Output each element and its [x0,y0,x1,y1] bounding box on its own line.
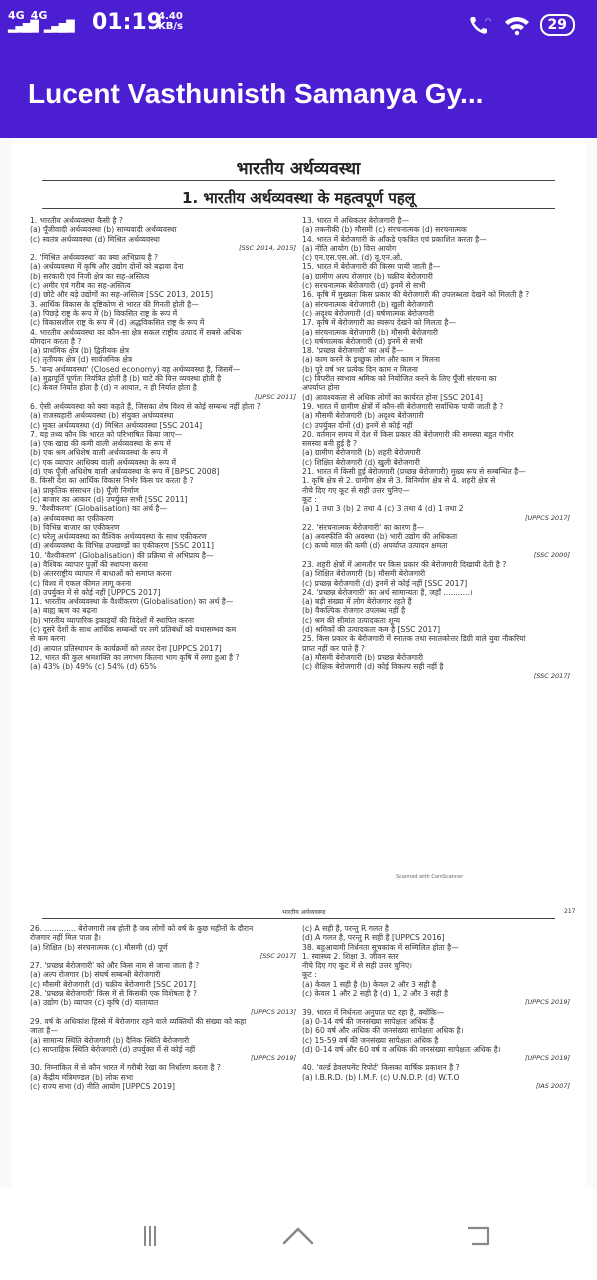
text-line: (c) घर्षणात्मक बेरोजगारी (d) इनमें से सभी [302,336,423,346]
text-line: [IAS 2007] [535,1082,570,1091]
battery-indicator: 29 [540,14,575,36]
text-line: (c) 15-59 वर्ष की जनसंख्या सापेक्षतः अधिक है [302,1035,439,1045]
text-line: (a) 43% (b) 49% (c) 54% (d) 65% [30,662,157,672]
text-line: (c) उपर्युक्त दोनों (d) इनमें से कोई नहीं [302,420,413,430]
text-line: [UPPCS 2017] [524,513,570,522]
text-line: 40. 'वर्ल्ड डेवलपमेंट रिपोर्ट' किसका वार्षिक प्रकाशन है ? [302,1063,460,1073]
text-line: 38. बहुआयामी निर्धनता सूचकांक में सम्मिलित होता है— [302,942,459,952]
recents-button[interactable] [130,1216,170,1256]
page1-right-column [302,216,570,681]
document-page[interactable] [12,138,585,1188]
text-line: (a) संरचनात्मक बेरोजगारी (b) मौसमी बेरोजगारी [302,327,439,337]
text-line: नीचे दिए गए कूट में से सही उत्तर चुनिए। [302,961,413,971]
text-line: (a) नीति आयोग (b) वित्त आयोग [302,243,397,253]
home-icon [281,1225,315,1247]
text-line: (c) दूसरे देशों के साथ आर्थिक सम्बन्धों पर लगे प्रतिबंधों को यथासम्भव कम [30,625,237,635]
text-line: (a) बड़ी संख्या में लोग बेरोजगार रहते हैं [302,597,412,607]
status-bar [0,0,597,56]
text-line: 9. 'वैश्वीकरण' (Globalisation) का अर्थ है— [30,504,168,514]
text-line: (b) 60 वर्ष और अधिक की जनसंख्या सापेक्षतः अधिक है। [302,1026,464,1036]
text-line: 4. भारतीय अर्थव्यवस्था का कौन-सा क्षेत्र सकल राष्ट्रीय उत्पाद में सबसे अधिक [30,327,242,337]
watermark: Scanned with CamScanner [396,874,464,880]
text-line: [SSC 2017] [259,951,296,960]
text-line: (c) घरेलू अर्थव्यवस्था का वैश्विक अर्थव्यवस्था के साथ एकीकरण [30,532,207,542]
text-line: 21. भारत में किसी हुई बेरोजगारी (प्रच्छन्न बेरोजगारी) मुख्य रूप से सम्बन्धित है— [302,467,526,477]
network-1-label: 4G [8,9,25,22]
text-line: (a) प्राकृतिक संसाधन (b) पूँजी निर्माण [30,485,139,495]
clock: 01:19 [92,10,163,35]
text-line: (b) वैकल्पिक रोजगार उपलब्ध नहीं है [302,606,406,616]
page-number: 217 [564,908,576,915]
text-line: नीचे दिए गए कूट से सही उत्तर चुनिए— [302,485,410,495]
text-line: प्राप्त नहीं कर पाते हैं ? [302,643,365,653]
text-line: 17. कृषि में बेरोजगारी का स्वरूप देखने को मिलता है— [302,318,456,328]
text-line: 28. 'प्रच्छन्न बेरोजगारी' किस में से किसकी एक विशेषता है ? [30,989,197,999]
text-line: 16. कृषि में मुख्यतः किस प्रकार की बेरोजगारी की उपलब्धता देखने को मिलती है ? [302,290,530,300]
text-line: 1. स्वास्थ्य 2. शिक्षा 3. जीवन स्तर [302,951,399,961]
text-line: 10. 'वैश्वीकरण' (Globalisation) की प्रक्रिया से अभिप्राय है— [30,550,214,560]
text-line: (a) काम करने के इच्छुक लोग और काम न मिलना [302,355,440,365]
text-line: [SSC 2000] [533,550,570,559]
text-line: (a) अर्थव्यवस्था का एकीकरण [30,513,114,523]
text-line: (a) बाह्य ऋण का बढ़ना [30,606,98,616]
text-line: (a) 1 तथा 3 (b) 2 तथा 4 (c) 3 तथा 4 (d) 1 तथा 2 [302,504,464,514]
text-line: (c) कच्चे माल की कमी (d) अपर्याप्त उत्पादन क्षमता [302,541,448,551]
text-line: (a) ग्रामीण बेरोजगारी (b) शहरी बेरोजगारी [302,448,421,458]
back-icon [464,1224,492,1248]
text-line: (a) अल्प रोजगार (b) संघर्ष सम्बन्धी बेरोजगारी [30,970,161,980]
text-line: (a) सामान्य स्थिति बेरोजगारी (b) दैनिक स्थिति बेरोजगारी [30,1035,190,1045]
network-speed [158,12,183,32]
text-line: (c) एक व्यापार आधिक्य वाली अर्थव्यवस्था के रूप में [30,457,177,467]
svg-text:◠: ◠ [484,17,491,25]
call-wifi-icon [468,14,494,36]
signal-bars-icon: ▂▄▆█ [8,20,38,33]
text-line: 29. वर्ष के अधिकांश हिस्से में बेरोजगार रहने वाले व्यक्तियों की संख्या को कहा [30,1016,247,1026]
text-line: 1. भारतीय अर्थव्यवस्था कैसी है ? [30,216,123,225]
text-line: (c) मुक्त अर्थव्यवस्था (d) मिश्रित अर्थव्यवस्था [SSC 2014] [30,420,203,430]
text-line: 15. भारत में बेरोजगारी की किस्म पायी जाती है— [302,262,441,272]
text-line: 25. किस प्रकार के बेरोजगारी में स्नातक तथा स्नातकोत्तर डिग्री वाले युवा नौकरियां [302,634,526,644]
text-line: (b) सरकारी एवं निजी क्षेत्र का सह-अस्तित्व [30,271,150,281]
text-line: 23. शहरी क्षेत्रों में आमतौर पर किस प्रकार की बेरोजगारी दिखायी देती है ? [302,559,507,569]
page1-left-column [30,216,296,672]
text-line: (b) विभिन्न बाजार का एकीकरण [30,522,120,532]
text-line: (c) बाजार का आकार (d) उपर्युक्त सभी [SSC 2011] [30,494,188,504]
text-line: योगदान करता है ? [30,336,82,346]
text-line: (c) शिक्षित बेरोजगारी (d) खुली बेरोजगारी [302,457,420,467]
running-head: भारतीय अर्थव्यवस्था [282,909,326,916]
text-line: (a) 0-14 वर्ष की जनसंख्या सापेक्षतः अधिक है [302,1016,434,1026]
text-line: (c) प्रच्छन्न बेरोजगारी (d) इनमें से कोई नहीं [SSC 2017] [302,578,468,588]
wifi-icon [504,14,530,36]
text-line: जाता है— [30,1026,58,1036]
text-line: [UPPCS 2019] [524,1054,570,1063]
text-line: कूट : [302,494,317,504]
page2-left-column [30,924,296,1091]
text-line: (a) अवस्फीति की अवस्था (b) भारी उद्योग की अधिकता [302,532,458,542]
text-line: (c) श्रम की सीमांत उत्पादकता शून्य [302,615,401,625]
text-line: (c) केवल 1 और 2 सही है (d) 1, 2 और 3 सही है [302,989,449,999]
text-line: 2. 'मिश्रित अर्थव्यवस्था' का क्या अभिप्राय है ? [30,253,159,263]
text-line: (c) स्वतंत्र अर्थव्यवस्था (d) मिश्रित अर्थव्यवस्था [30,234,160,244]
text-line: (a) प्राथमिक क्षेत्र (b) द्वितीयक क्षेत्र [30,346,130,356]
text-line: (c) शैक्षिक बेरोजगारी (d) कोई विकल्प सही नहीं है [302,662,444,672]
text-line: 39. भारत में निर्धनता अनुपात घट रहा है, क्योंकि— [302,1007,445,1017]
text-line: (c) साप्ताहिक स्थिति बेरोजगारी (d) उपर्युक्त में से कोई नहीं [30,1044,196,1054]
text-line: 5. 'बन्द अर्थव्यवस्था' (Closed economy) वह अर्थव्यवस्था है, जिसमें— [30,364,241,374]
text-line: (d) आयात प्रतिस्थापन के कार्यक्रमों को तत्पर देना [UPPCS 2017] [30,643,222,653]
text-line: कूट : [302,970,317,980]
text-line: (a) मौसमी बेरोजगारी (b) प्रच्छन्न बेरोजगारी [302,652,424,662]
text-line: से कम करना [30,634,66,644]
text-line: 11. भारतीय अर्थव्यवस्था के वैश्वीकरण (Globalisation) का अर्थ है— [30,597,234,607]
text-line: 13. भारत में अधिकतर बेरोजगारी है— [302,216,410,225]
text-line: (d) श्रमिकों की उत्पादकता कम है [SSC 2017] [302,625,441,635]
text-line: (d) अर्थव्यवस्था के विभिन्न उपखण्डों का एकीकरण [SSC 2011] [30,541,214,551]
network-indicator [8,10,80,32]
text-line: (a) मौसमी बेरोजगारी (b) अदृश्य बेरोजगारी [302,411,424,421]
text-line: (c) एन.एस.एस.ओ. (d) यू.एन.ओ. [302,253,403,263]
text-line: 8. किसी देश का आर्थिक विकास निर्भर किस पर करता है ? [30,476,194,486]
navigation-bar [0,1188,597,1280]
text-line: 30. निम्नांकित में से कौन भारत में गरीबी रेखा का निर्धारण करता है ? [30,1063,221,1073]
text-line: 12. भारत की कुल श्रमशक्ति का लगभग कितना भाग कृषि में लगा हुआ है ? [30,652,240,662]
text-line: (d) उपर्युक्त में से कोई नहीं [UPPCS 2017] [30,587,161,597]
text-line: (c) अदृश्य बेरोजगारी (d) घर्षणात्मक बेरोजगारी [302,308,434,318]
text-line: [UPPCS 2019] [524,998,570,1007]
text-line: (a) एक खाद्य की कमी वाली अर्थव्यवस्था के रूप में [30,439,171,449]
section-rule [42,208,555,209]
text-line: (b) अंतरराष्ट्रीय व्यापार में बाधाओं को समाप्त करना [30,569,172,579]
text-line: (a) शिक्षित बेरोजगारी (b) मौसमी बेरोजगारी [302,569,426,579]
home-button[interactable] [278,1216,318,1256]
text-line: (c) विपरीत स्वभाव श्रमिक को नियोजित करने के लिए पूँजी संरचना का [302,374,497,384]
text-line: 1. कृषि क्षेत्र से 2. ग्रामीण क्षेत्र से 3. विनिर्माण क्षेत्र से 4. शहरी क्षेत्र से [302,476,496,486]
app-title: Lucent Vasthunisth Samanya Gy... [28,78,484,109]
text-line: 24. 'प्रच्छन्न बेरोजगारी' का अर्थ सामान्यतः है, जहाँ ...........। [302,587,473,597]
text-line: समस्या बनी हुई है ? [302,439,357,449]
text-line: (a) पिछड़े राष्ट्र के रूप में (b) विकसित राष्ट्र के रूप में [30,308,178,318]
text-line: (d) छोटे और बड़े उद्योगों का सह-अस्तित्व [SSC 2013, 2015] [30,290,213,300]
text-line: (b) पूरे वर्ष भर प्रत्येक दिन काम न मिलना [302,364,418,374]
text-line: [SSC 2017] [533,671,570,680]
text-line: (a) मुद्रापूर्ति पूर्णतः नियंत्रित होती है (b) घाटे की वित्त व्यवस्था होती है [30,374,222,384]
text-line: (a) उद्योग (b) व्यापार (c) कृषि (d) यातायात [30,998,159,1008]
section-title: 1. भारतीय अर्थव्यवस्था के महत्वपूर्ण पहलू [182,189,415,207]
page2-right-column [302,924,570,1091]
text-line: [SSC 2014, 2015] [239,243,296,252]
text-line: (c) राज्य सभा (d) नीति आयोग [UPPCS 2019] [30,1082,175,1092]
text-line: (b) भारतीय व्यापारिक इकाइयों की विदेशों में स्थापित करना [30,615,194,625]
text-line: 20. वर्तमान समय में देश में किस प्रकार की बेरोजगारी की समस्या बहुत गंभीर [302,429,514,439]
text-line: (d) आवश्यकता से अधिक लोगों का कार्यरत होना [SSC 2014] [302,392,483,402]
text-line: (c) विकासशील राष्ट्र के रूप में (d) अद्धविकसित राष्ट्र के रूप में [30,318,205,328]
text-line: (c) केवल निर्यात होता है (d) न आयात, न ही निर्यात होता है [30,383,197,393]
text-line: [UPSC 2011] [254,392,296,401]
text-line: 3. आर्थिक विकास के दृष्टिकोण से भारत की गिनती होती है— [30,299,199,309]
speed-unit: KB/s [158,21,183,32]
text-line: (a) संरचनात्मक बेरोजगारी (b) खुली बेरोजगारी [302,299,434,309]
text-line: 7. यह तथ्य कौन कि भारत को परिभाषित किया जाए— [30,429,183,439]
text-line: (a) वैश्विक व्यापार पुर्ज़ों की स्थापना करना [30,559,148,569]
text-line: अपर्याप्त होना [302,383,340,393]
text-line: रोजगार नहीं मिल पाता है। [30,933,102,943]
text-line: (d) 0-14 वर्ष और 60 वर्ष व अधिक की जनसंख्या सापेक्षतः अधिक है। [302,1044,501,1054]
back-button[interactable] [458,1216,498,1256]
chapter-title: भारतीय अर्थव्यवस्था [236,159,361,179]
status-icons [468,14,575,36]
speed-value: 4.40 [158,11,183,22]
text-line: (a) केवल 1 सही है (b) केवल 2 और 3 सही है [302,979,436,989]
text-line: (c) तृतीयक क्षेत्र (d) सार्वजनिक क्षेत्र [30,355,133,365]
text-line: (c) मौसमी बेरोजगारी (d) चक्रीय बेरोजगारी [SSC 2017] [30,979,196,989]
text-line: (a) तकनीकी (b) मौसमी (c) संरचनात्मक (d) सरचनात्मक [302,225,467,235]
text-line: 27. 'प्रच्छन्न बेरोजगारी' को और किस नाम से जाना जाता है ? [30,961,200,971]
text-line: 18. 'प्रच्छन्न बेरोजगारी' का अर्थ है— [302,346,404,356]
text-line: (d) एक पूँजी अधिशेष वाली अर्थव्यवस्था के रूप में [BPSC 2008] [30,467,220,477]
text-line: (c) विश्व में एकल कीमत लागू करना [30,578,132,588]
text-line: [UPPCS 2019] [250,1054,296,1063]
text-line: 22. 'संरचनात्मक बेरोजगारी' का कारण है— [302,522,425,532]
recents-icon [140,1223,160,1249]
text-line: (c) A सही है, परन्तु R गलत है [302,924,389,933]
text-line: (a) पूँजीवादी अर्थव्यवस्था (b) साम्यवादी अर्थव्यवस्था [30,225,177,235]
text-line: 19. भारत में ग्रामीण क्षेत्रों में कौन-सी बेरोजगारी सर्वाधिक पायी जाती है ? [302,401,504,411]
network-2-label: 4G [30,9,48,22]
text-line: 26. ............. बेरोजगारी तब होती है जब लोगों को वर्ष के कुछ महीनों के दौरान [30,924,254,933]
text-line: (d) A गलत है, परन्तु R सही है [UPPCS 2016] [302,933,445,943]
text-line: 6. ऐसी अर्थव्यवस्था को क्या कहते हैं, जिसका शेष विश्व से कोई सम्बन्ध नहीं होता ? [30,401,261,411]
text-line: (a) राजस्वहारी अर्थव्यवस्था (b) संयुक्त अर्थव्यवस्था [30,411,174,421]
signal-bars-icon-2: ▂▄▆█ [43,20,74,33]
app-bar [0,56,597,138]
text-line: (c) सरचनात्मक बेरोजगारी (d) इनमें से सभी [302,281,426,291]
page2-rule [42,918,555,919]
text-line: (a) अर्थव्यवस्था में कृषि और उद्योग दोनों को बढ़ावा देना [30,262,184,272]
text-line: [UPPCS 2013] [250,1007,296,1016]
text-line: 14. भारत में बेरोजगारी के आँकड़े एकत्रित एवं प्रकाशित करता है— [302,234,487,244]
text-line: (a) ग्रामीण अल्प रोजगार (b) चक्रीय बेरोजगारी [302,271,433,281]
header-rule [42,180,555,181]
text-line: (a) केंद्रीय मंत्रिमण्डल (b) लोक सभा [30,1072,134,1082]
text-line: (c) अमीर एवं गरीब का सह-अस्तित्व [30,281,131,291]
text-line: (a) शिक्षित (b) संरचनात्मक (c) मौसमी (d) पूर्ण [30,942,168,952]
text-line: (a) I.B.R.D. (b) I.M.F. (c) U.N.D.P. (d) W.T.O [302,1072,460,1082]
text-line: (b) एक श्रम अधिशेष वाली अर्थव्यवस्था के रूप में [30,448,168,458]
